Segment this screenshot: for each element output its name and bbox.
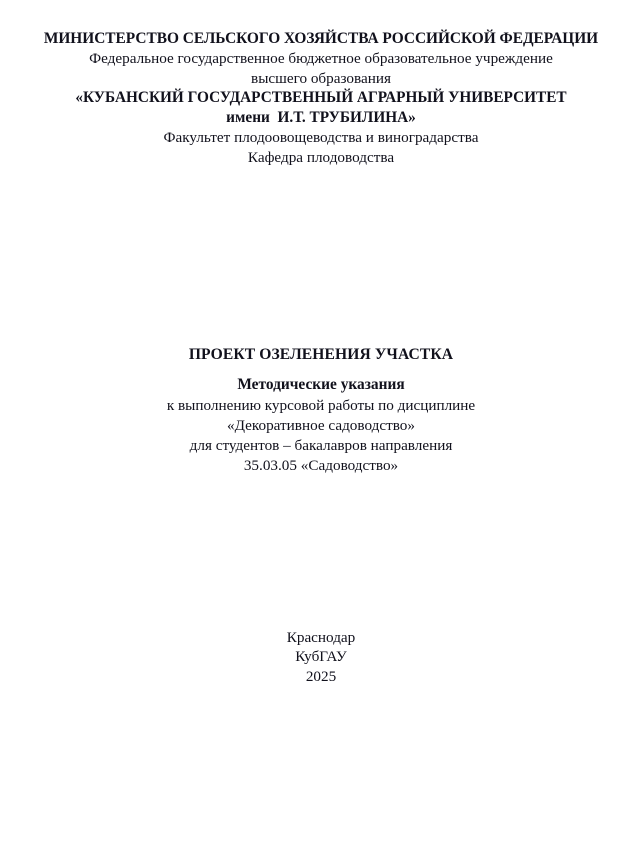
faculty-name: Факультет плодоовощеводства и виноградарства [163,129,479,147]
title-block [0,344,642,476]
organisation-header [0,28,642,168]
document-subtitle: Методические указания [237,376,405,393]
document-purpose-line: к выполнению курсовой работы по дисциплине [166,397,476,414]
audience-line: для студентов – бакалавров направления [189,437,453,454]
imprint-block [0,628,642,686]
imprint-city: Краснодар [286,629,356,646]
ministry-name: МИНИСТЕРСТВО СЕЛЬСКОГО ХОЗЯЙСТВА РОССИЙСКОЙ ФЕДЕРАЦИИ [43,30,599,47]
imprint-publisher: КубГАУ [295,648,347,666]
university-name-line-2: имени И.Т. ТРУБИЛИНА» [226,109,416,127]
program-code: 35.03.05 «Садоводство» [243,457,399,474]
institution-type-line-1: Федеральное государственное бюджетное образовательное учреждение [89,50,553,67]
department-name: Кафедра плодоводства [247,149,395,167]
institution-type-line-2: высшего образования [251,69,391,87]
title-spacer [0,365,642,374]
imprint-year: 2025 [305,667,337,685]
university-name-line-1: «КУБАНСКИЙ ГОСУДАРСТВЕННЫЙ АГРАРНЫЙ УНИВЕРСИТЕТ [75,89,567,107]
document-main-title: ПРОЕКТ ОЗЕЛЕНЕНИЯ УЧАСТКА [188,346,454,363]
discipline-name: «Декоративное садоводство» [227,417,415,434]
